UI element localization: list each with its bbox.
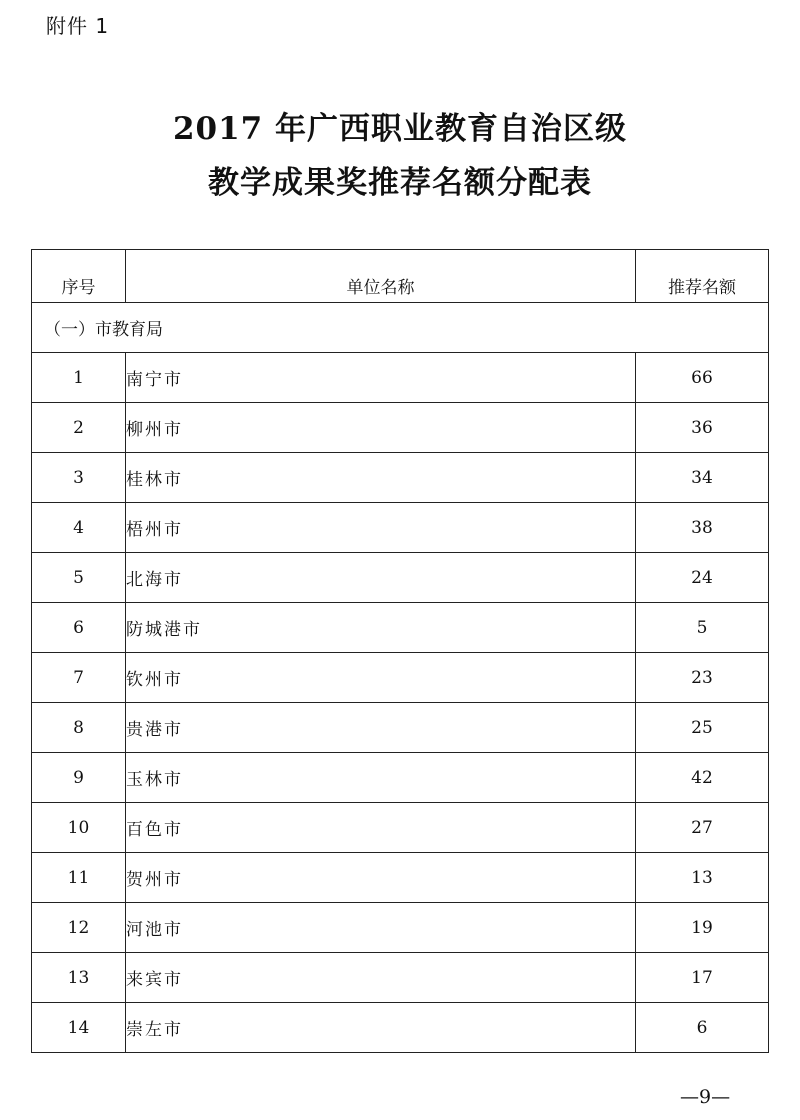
section-row	[32, 303, 769, 353]
table-row	[32, 1003, 769, 1053]
header-unit-name: 单位名称	[126, 250, 636, 303]
row-unit-name: 崇左市	[126, 1003, 636, 1053]
row-index: 9	[32, 753, 126, 803]
row-unit-name: 桂林市	[126, 453, 636, 503]
page-number: —9—	[680, 1086, 731, 1108]
row-unit-name: 百色市	[126, 803, 636, 853]
row-quota: 13	[636, 853, 769, 903]
table-header-row	[32, 250, 769, 303]
row-quota: 17	[636, 953, 769, 1003]
row-quota: 36	[636, 403, 769, 453]
table-row	[32, 803, 769, 853]
row-unit-name: 贺州市	[126, 853, 636, 903]
row-unit-name: 河池市	[126, 903, 636, 953]
row-unit-name: 梧州市	[126, 503, 636, 553]
row-unit-name: 北海市	[126, 553, 636, 603]
table-row	[32, 953, 769, 1003]
table-row	[32, 703, 769, 753]
row-unit-name: 钦州市	[126, 653, 636, 703]
row-quota: 19	[636, 903, 769, 953]
section-title: （一）市教育局	[32, 303, 769, 353]
row-index: 5	[32, 553, 126, 603]
row-unit-name: 贵港市	[126, 703, 636, 753]
header-quota: 推荐名额	[636, 250, 769, 303]
row-quota: 42	[636, 753, 769, 803]
table-row	[32, 553, 769, 603]
document-title-line-1: 2017 年广西职业教育自治区级	[172, 111, 628, 147]
table-row	[32, 653, 769, 703]
row-quota: 25	[636, 703, 769, 753]
row-index: 8	[32, 703, 126, 753]
header-index: 序号	[32, 250, 126, 303]
row-index: 12	[32, 903, 126, 953]
row-index: 6	[32, 603, 126, 653]
row-index: 3	[32, 453, 126, 503]
table-row	[32, 453, 769, 503]
allocation-table	[31, 249, 769, 1053]
table-body	[32, 353, 769, 1053]
row-quota: 6	[636, 1003, 769, 1053]
table-row	[32, 603, 769, 653]
row-index: 10	[32, 803, 126, 853]
row-unit-name: 防城港市	[126, 603, 636, 653]
row-quota: 66	[636, 353, 769, 403]
row-index: 7	[32, 653, 126, 703]
row-quota: 34	[636, 453, 769, 503]
row-index: 14	[32, 1003, 126, 1053]
row-unit-name: 南宁市	[126, 353, 636, 403]
table-row	[32, 753, 769, 803]
table-row	[32, 853, 769, 903]
row-index: 4	[32, 503, 126, 553]
row-unit-name: 来宾市	[126, 953, 636, 1003]
attachment-label: 附件 1	[46, 14, 110, 38]
row-quota: 27	[636, 803, 769, 853]
row-index: 13	[32, 953, 126, 1003]
table-row	[32, 403, 769, 453]
table-row	[32, 503, 769, 553]
table-row	[32, 903, 769, 953]
row-unit-name: 柳州市	[126, 403, 636, 453]
table-row	[32, 353, 769, 403]
row-index: 11	[32, 853, 126, 903]
row-quota: 23	[636, 653, 769, 703]
row-index: 2	[32, 403, 126, 453]
row-quota: 38	[636, 503, 769, 553]
row-quota: 24	[636, 553, 769, 603]
row-quota: 5	[636, 603, 769, 653]
row-unit-name: 玉林市	[126, 753, 636, 803]
document-title-line-2: 教学成果奖推荐名额分配表	[208, 165, 592, 201]
row-index: 1	[32, 353, 126, 403]
